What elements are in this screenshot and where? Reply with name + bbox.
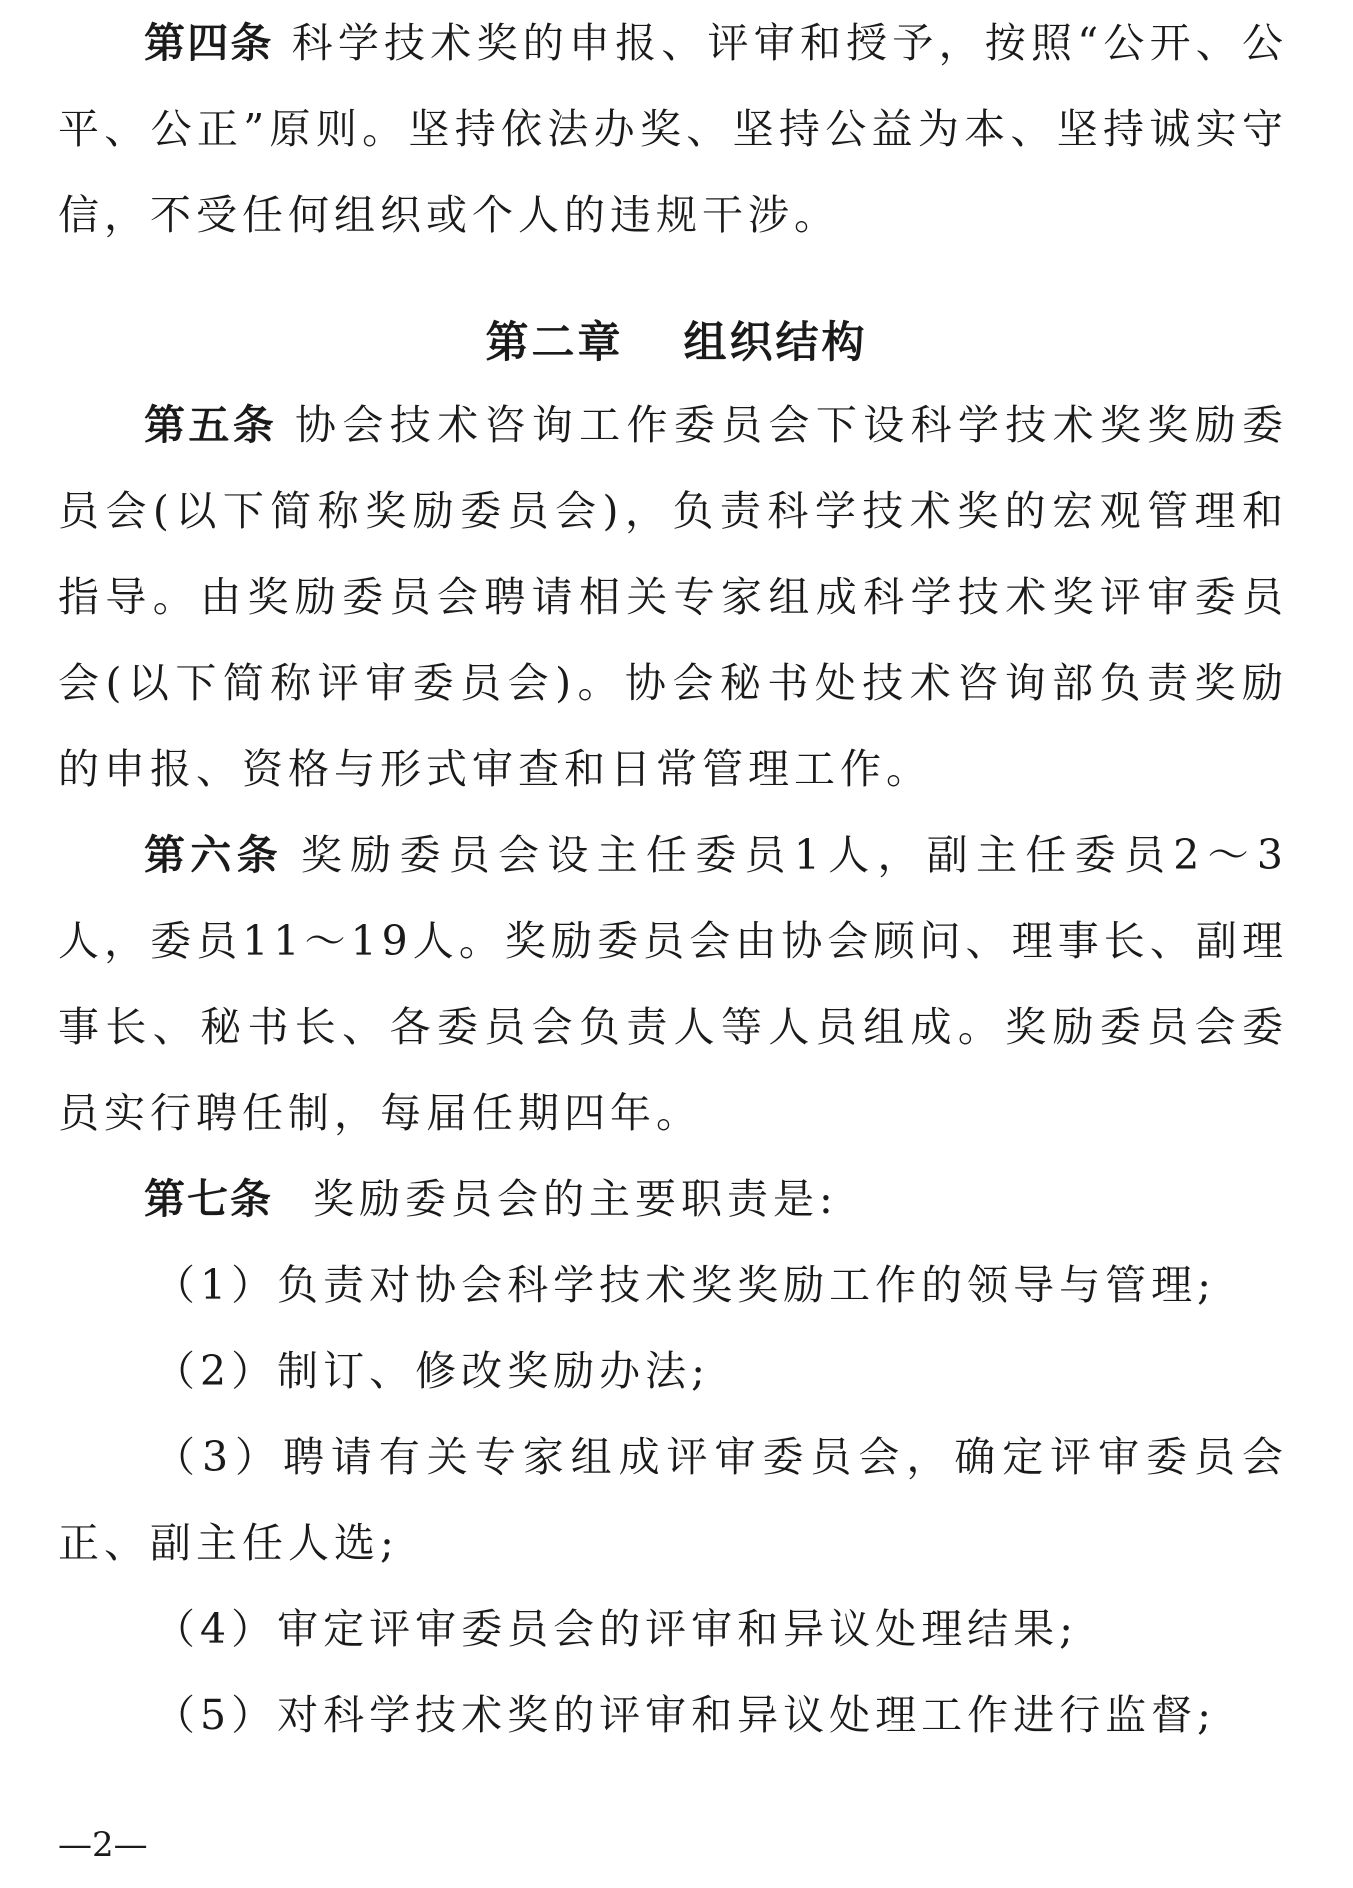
article-4-number: 第四条 — [144, 19, 274, 67]
article-6-number: 第六条 — [144, 831, 283, 879]
duty-item-1: （1）负责对协会科学技术奖奖励工作的领导与管理; — [154, 1261, 1216, 1309]
article-7-number: 第七条 — [144, 1175, 273, 1223]
duty-item-3: （3）聘请有关专家组成评审委员会，确定评审委员会正、副主任人选; — [58, 1433, 1288, 1567]
article-7 — [58, 1156, 1288, 1242]
chapter-number: 第二章 — [485, 318, 624, 368]
chapter-heading — [0, 300, 1353, 386]
duty-item-4: （4）审定评审委员会的评审和异议处理结果; — [154, 1605, 1078, 1653]
duty-item-5: （5）对科学技术奖的评审和异议处理工作进行监督; — [154, 1691, 1216, 1739]
article-5 — [58, 382, 1288, 812]
article-5-text: 协会技术咨询工作委员会下设科学技术奖奖励委员会(以下简称奖励委员会)，负责科学技术奖的宏观管理和指导。由奖励委员会聘请相关专家组成科学技术奖评审委员会(以下简称评审委员会)。协会秘书处技术咨询部负责奖励的申报、资格与形式审查和日常管理工作。 — [58, 401, 1289, 793]
duty-item-2: （2）制订、修改奖励办法; — [154, 1347, 710, 1395]
article-6-text: 奖励委员会设主任委员1人，副主任委员2～3人，委员11～19人。奖励委员会由协会顾问、理事长、副理事长、秘书长、各委员会负责人等人员组成。奖励委员会委员实行聘任制，每届任期四年。 — [58, 831, 1289, 1137]
article-4 — [58, 0, 1288, 258]
article-4-text: 科学技术奖的申报、评审和授予，按照“公开、公平、公正”原则。坚持依法办奖、坚持公益为本、坚持诚实守信，不受任何组织或个人的违规干涉。 — [58, 19, 1289, 239]
article-6 — [58, 812, 1288, 1156]
article-7-text: 奖励委员会的主要职责是: — [313, 1175, 838, 1223]
chapter-title: 组织结构 — [683, 318, 868, 368]
article-5-number: 第五条 — [144, 401, 278, 449]
page-number: —2— — [58, 1825, 148, 1865]
